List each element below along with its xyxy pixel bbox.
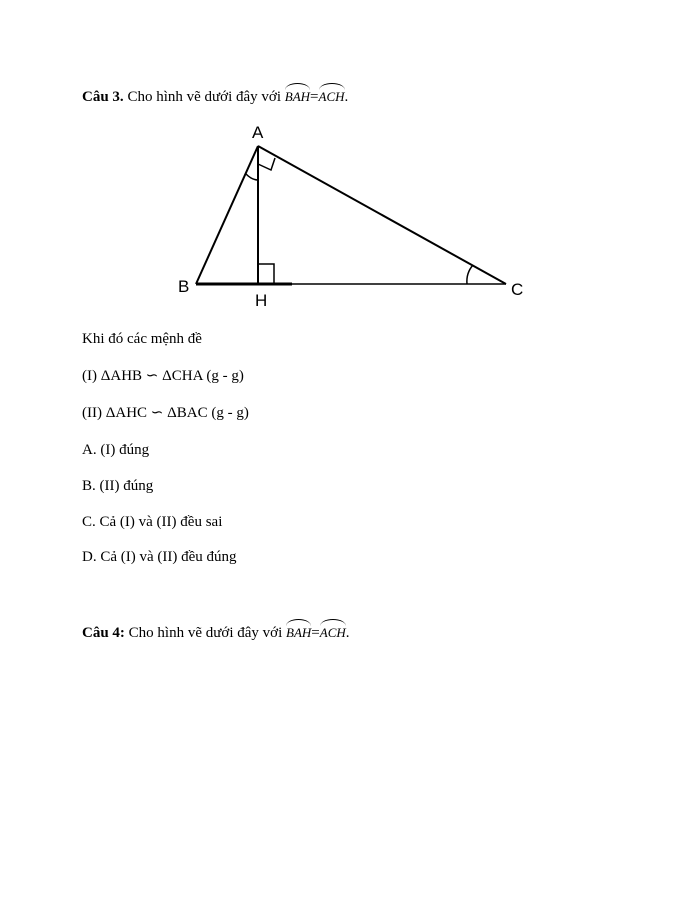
angle-arc-ach <box>467 265 473 284</box>
vertex-b-label: B <box>178 277 190 296</box>
right-angle-mark-h <box>258 264 274 284</box>
side-ab <box>196 146 258 284</box>
question-3-heading <box>82 84 348 106</box>
vertex-h-label: H <box>255 291 268 310</box>
option-a[interactable]: A. (I) đúng <box>82 442 150 458</box>
right-angle-mark-a <box>258 158 275 170</box>
angle-bah: BAH <box>285 84 310 106</box>
period-q4: . <box>345 625 350 641</box>
statement-1: (I) ΔAHB ∽ ΔCHA (g - g) <box>82 368 244 384</box>
statement-2: (II) ΔAHC ∽ ΔBAC (g - g) <box>82 405 249 421</box>
option-c[interactable]: C. Cả (I) và (II) đều sai <box>82 514 223 530</box>
question-4-label: Câu 4: <box>82 625 125 641</box>
equals-sign-q4: = <box>311 625 320 641</box>
side-ac <box>258 146 506 284</box>
question-3-label: Câu 3. <box>82 89 124 105</box>
angle-ach: ACH <box>319 84 345 106</box>
question-3-text: Cho hình vẽ dưới đây với <box>127 89 282 105</box>
option-d[interactable]: D. Cả (I) và (II) đều đúng <box>82 549 237 565</box>
option-b[interactable]: B. (II) đúng <box>82 478 154 494</box>
triangle-figure <box>170 118 530 313</box>
equals-sign: = <box>310 89 319 105</box>
vertex-a-label: A <box>252 123 264 142</box>
vertex-c-label: C <box>511 280 524 299</box>
angle-arc-bah <box>246 174 258 180</box>
question-4-heading <box>82 620 350 642</box>
intro-text: Khi đó các mệnh đề <box>82 331 202 347</box>
angle-bah-q4: BAH <box>286 620 311 642</box>
angle-ach-q4: ACH <box>320 620 346 642</box>
question-4-text: Cho hình vẽ dưới đây với <box>128 625 283 641</box>
period: . <box>344 89 349 105</box>
